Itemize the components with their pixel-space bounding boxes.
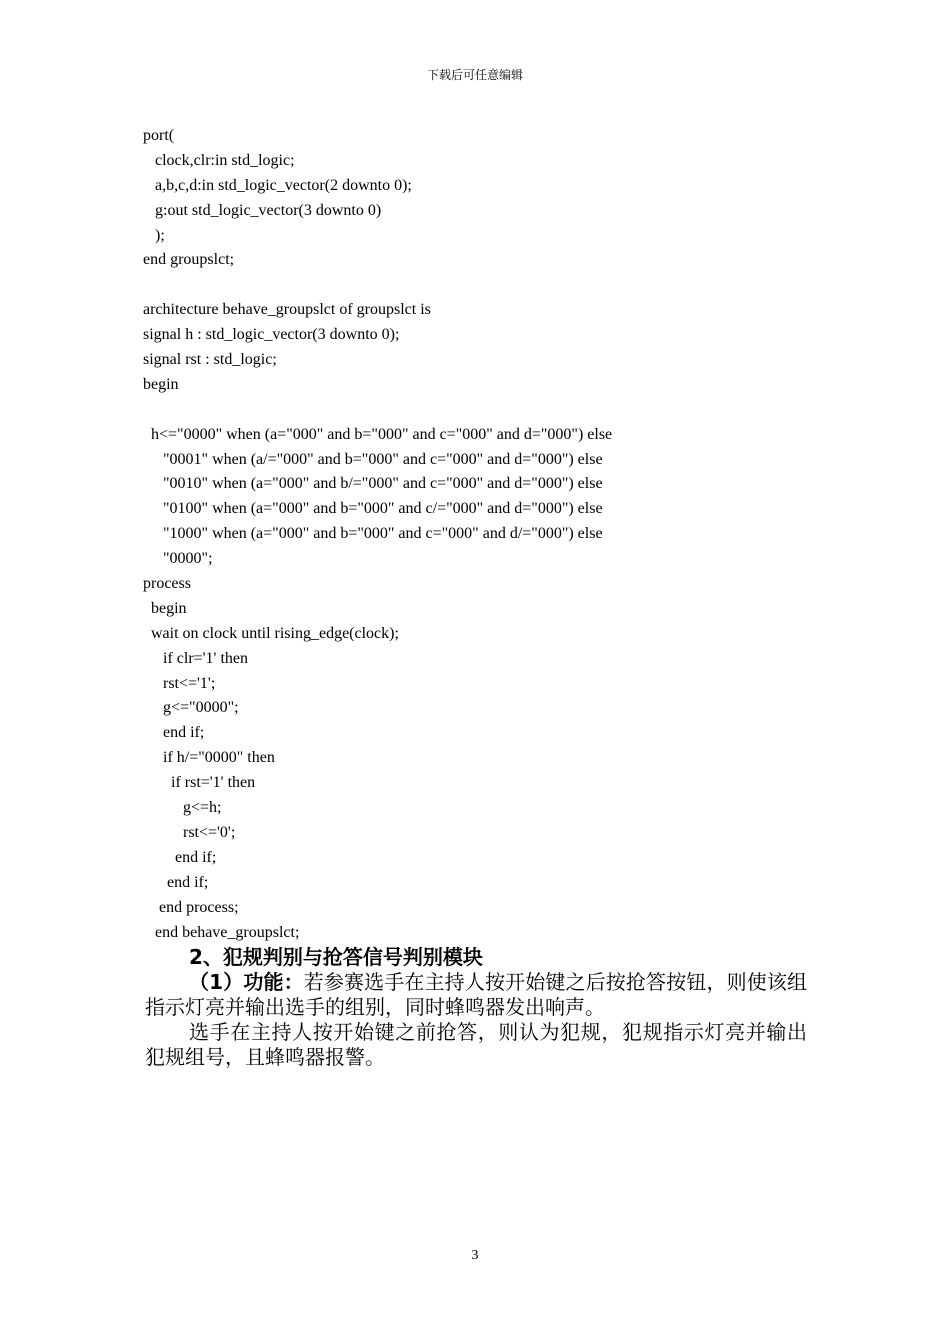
code-line: g<=h;	[143, 799, 222, 817]
code-line: clock,clr:in std_logic;	[143, 151, 295, 169]
code-line: wait on clock until rising_edge(clock);	[143, 624, 399, 642]
function-text: 若参赛选手在主持人按开始键之后按抢答按钮，则使该组指示灯亮并输出选手的组别，同时蜂鸣器发出响声。	[145, 970, 807, 1019]
function-label: （1）功能：	[189, 970, 304, 994]
code-line: begin	[143, 375, 179, 393]
code-line: if h/="0000" then	[143, 749, 275, 767]
code-line: g<="0000";	[143, 699, 239, 717]
code-line: begin	[143, 599, 187, 617]
code-line: rst<='0';	[143, 823, 236, 841]
code-line: end if;	[143, 873, 209, 891]
code-line: h<="0000" when (a="000" and b="000" and c="000" and d="000") else	[143, 425, 613, 443]
code-line: end behave_groupslct;	[143, 923, 300, 941]
code-line: a,b,c,d:in std_logic_vector(2 downto 0);	[143, 176, 412, 194]
code-line: rst<='1';	[143, 674, 216, 692]
code-line: process	[143, 575, 191, 593]
page-number: 3	[471, 1248, 479, 1263]
code-line	[143, 273, 612, 298]
code-line: "1000" when (a="000" and b="000" and c="000" and d/="000") else	[143, 525, 603, 543]
paragraph-function	[145, 970, 807, 1019]
code-line: port(	[143, 127, 175, 144]
code-line: end if;	[143, 724, 205, 742]
code-line: end groupslct;	[143, 251, 235, 269]
code-line: architecture behave_groupslct of groupslct is	[143, 301, 431, 319]
code-line: signal rst : std_logic;	[143, 351, 277, 369]
code-line: "0001" when (a/="000" and b="000" and c="000" and d="000") else	[143, 450, 603, 468]
code-line	[143, 398, 612, 423]
code-line: signal h : std_logic_vector(3 downto 0);	[143, 326, 400, 344]
paragraph-foul: 选手在主持人按开始键之前抢答，则认为犯规，犯规指示灯亮并输出犯规组号，且蜂鸣器报警。	[145, 1020, 807, 1069]
code-line: if rst='1' then	[143, 774, 256, 792]
code-line: "0010" when (a="000" and b/="000" and c="000" and d="000") else	[143, 475, 603, 493]
page-header: 下载后可任意编辑	[426, 68, 523, 82]
code-line: end if;	[143, 848, 217, 866]
code-line: end process;	[143, 898, 239, 916]
code-line: "0100" when (a="000" and b="000" and c/="000" and d="000") else	[143, 500, 603, 518]
code-line: "0000";	[143, 550, 213, 568]
section-heading: 2、犯规判别与抢答信号判别模块	[189, 945, 483, 969]
code-line: if clr='1' then	[143, 649, 248, 667]
code-block	[143, 124, 612, 945]
code-line: );	[143, 226, 165, 244]
code-line: g:out std_logic_vector(3 downto 0)	[143, 201, 382, 219]
